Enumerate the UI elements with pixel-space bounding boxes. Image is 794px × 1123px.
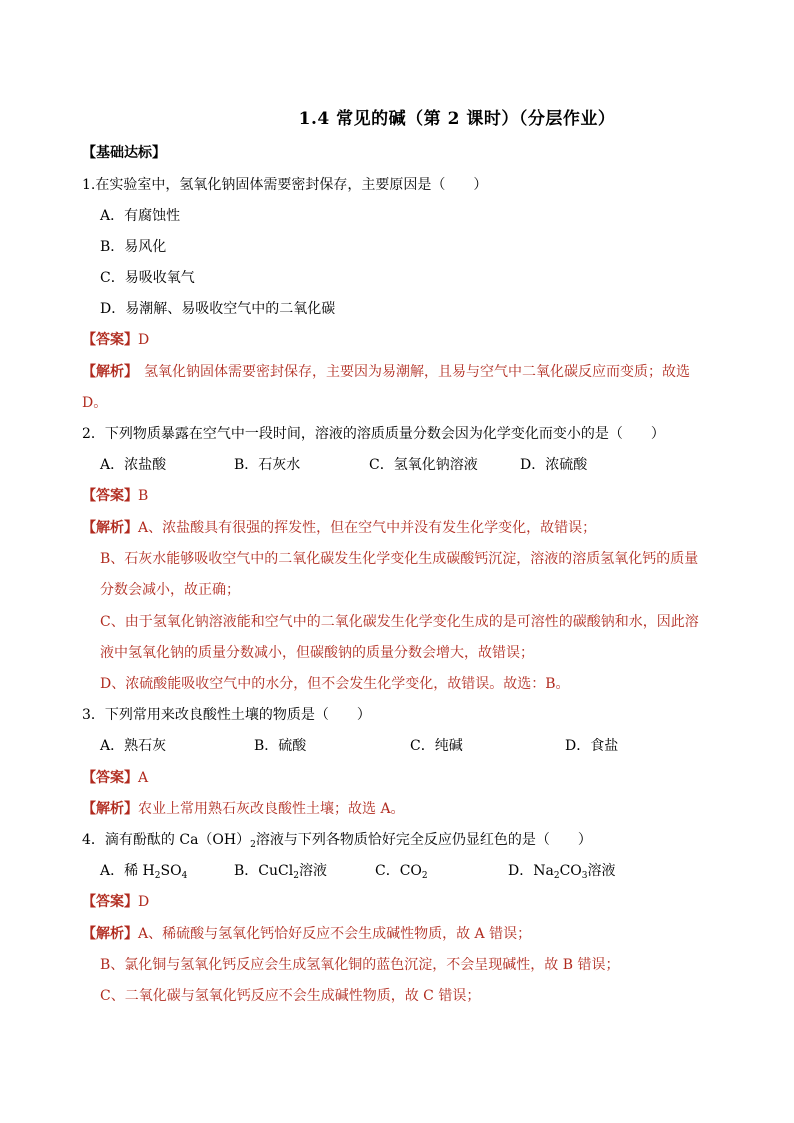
q2-analysis xyxy=(82,518,596,538)
q2-option-a: A．浓盐酸 xyxy=(100,457,167,473)
q2-answer xyxy=(82,486,148,506)
q2-answer-value: B xyxy=(138,488,149,504)
q2-analysis-line-6: D、浓硫酸能吸收空气中的水分，但不会发生化学变化，故错误。故选：B。 xyxy=(100,676,570,692)
analysis-label: 【解析】 xyxy=(82,801,138,817)
analysis-label: 【解析】 xyxy=(82,364,138,380)
q2-analysis-line-5: 液中氢氧化钠的质量分数减小，但碳酸钠的质量分数会增大，故错误； xyxy=(100,645,534,661)
q3-option-c: C．纯碱 xyxy=(410,738,463,754)
q4-option-c-text: C．CO xyxy=(375,863,422,879)
q2-option-b: B．石灰水 xyxy=(234,457,301,473)
subscript: 2 xyxy=(421,871,428,881)
q4-option-a-text: SO xyxy=(160,863,182,879)
q4-option-a xyxy=(100,861,187,886)
q4-answer-value: D xyxy=(138,894,150,910)
q4-analysis-line-1: A、稀硫酸与氢氧化钙恰好反应不会生成碱性物质，故 A 错误； xyxy=(138,926,532,942)
q1-option-d: D．易潮解、易吸收空气中的二氧化碳 xyxy=(100,301,336,317)
analysis-label: 【解析】 xyxy=(82,926,138,942)
q4-question-subscript: 2 xyxy=(250,840,256,850)
answer-label: 【答案】 xyxy=(82,488,138,504)
subscript: 2 xyxy=(154,871,161,881)
subscript: 4 xyxy=(181,871,188,881)
q4-option-b xyxy=(234,861,327,886)
q2-option-d: D．浓硫酸 xyxy=(520,457,588,473)
q3-analysis xyxy=(82,799,405,819)
analysis-label: 【解析】 xyxy=(82,520,138,536)
q4-option-d xyxy=(508,861,616,886)
subscript: 3 xyxy=(581,871,588,881)
subscript: 2 xyxy=(553,871,560,881)
q3-question: 3．下列常用来改良酸性土壤的物质是（ ） xyxy=(82,707,371,723)
q2-option-c: C．氢氧化钠溶液 xyxy=(369,457,478,473)
q4-analysis-line-2: B、氯化铜与氢氧化钙反应会生成氢氧化铜的蓝色沉淀，不会呈现碱性，故 B 错误； xyxy=(100,957,620,973)
q1-analysis xyxy=(82,362,690,382)
q2-analysis-line-3: 分数会减小，故正确； xyxy=(100,582,240,598)
q4-question xyxy=(82,830,592,855)
q2-analysis-line-1: A、浓盐酸具有很强的挥发性，但在空气中并没有发生化学变化，故错误； xyxy=(138,520,597,536)
q4-answer xyxy=(82,892,149,912)
q4-option-d-text: 溶液 xyxy=(587,863,616,879)
q3-option-b: B．硫酸 xyxy=(254,738,307,754)
answer-label: 【答案】 xyxy=(82,332,138,348)
section-heading: 【基础达标】 xyxy=(82,145,166,161)
q1-question: 1.在实验室中，氢氧化钠固体需要密封保存，主要原因是（ ） xyxy=(82,177,488,193)
q2-analysis-line-2: B、石灰水能够吸收空气中的二氧化碳发生化学变化生成碳酸钙沉淀，溶液的溶质氢氧化钙的质量 xyxy=(100,551,699,567)
q3-option-d: D．食盐 xyxy=(565,738,619,754)
q2-analysis-line-4: C、由于氢氧化钠溶液能和空气中的二氧化碳发生化学变化生成的是可溶性的碳酸钠和水，因此溶 xyxy=(100,614,699,630)
q4-analysis xyxy=(82,924,531,944)
q3-option-a: A．熟石灰 xyxy=(100,738,167,754)
q1-option-a: A．有腐蚀性 xyxy=(100,208,181,224)
q1-answer-value: D xyxy=(138,332,150,348)
q1-analysis-text: 氢氧化钠固体需要密封保存，主要因为易潮解，且易与空气中二氧化碳反应而变质；故选 xyxy=(144,364,690,380)
q4-question-part: 溶液与下列各物质恰好完全反应仍显红色的是（ ） xyxy=(255,832,592,848)
q3-answer xyxy=(82,768,148,788)
q4-option-b-text: B．CuCl xyxy=(234,863,294,879)
q4-option-d-text: CO xyxy=(559,863,582,879)
q1-analysis-text-cont: D。 xyxy=(82,395,108,411)
answer-label: 【答案】 xyxy=(82,770,138,786)
answer-label: 【答案】 xyxy=(82,894,138,910)
q3-analysis-text: 农业上常用熟石灰改良酸性土壤；故选 A。 xyxy=(138,801,405,817)
q1-option-c: C．易吸收氧气 xyxy=(100,270,195,286)
q2-question: 2．下列物质暴露在空气中一段时间，溶液的溶质质量分数会因为化学变化而变小的是（ ） xyxy=(82,426,665,442)
page-title: 1.4 常见的碱（第 2 课时）（分层作业） xyxy=(298,109,616,129)
q1-option-b: B．易风化 xyxy=(100,239,167,255)
q4-option-a-text: A．稀 H xyxy=(100,863,155,879)
subscript: 2 xyxy=(293,871,299,881)
q4-option-d-text: D．Na xyxy=(508,863,554,879)
q1-answer xyxy=(82,330,149,350)
q4-question-part: 4．滴有酚酞的 Ca（OH） xyxy=(82,832,251,848)
q4-option-b-text: 溶液 xyxy=(298,863,327,879)
q3-answer-value: A xyxy=(138,770,149,786)
q4-option-c xyxy=(375,861,428,886)
q4-analysis-line-3: C、二氧化碳与氢氧化钙反应不会生成碱性物质，故 C 错误； xyxy=(100,988,481,1004)
